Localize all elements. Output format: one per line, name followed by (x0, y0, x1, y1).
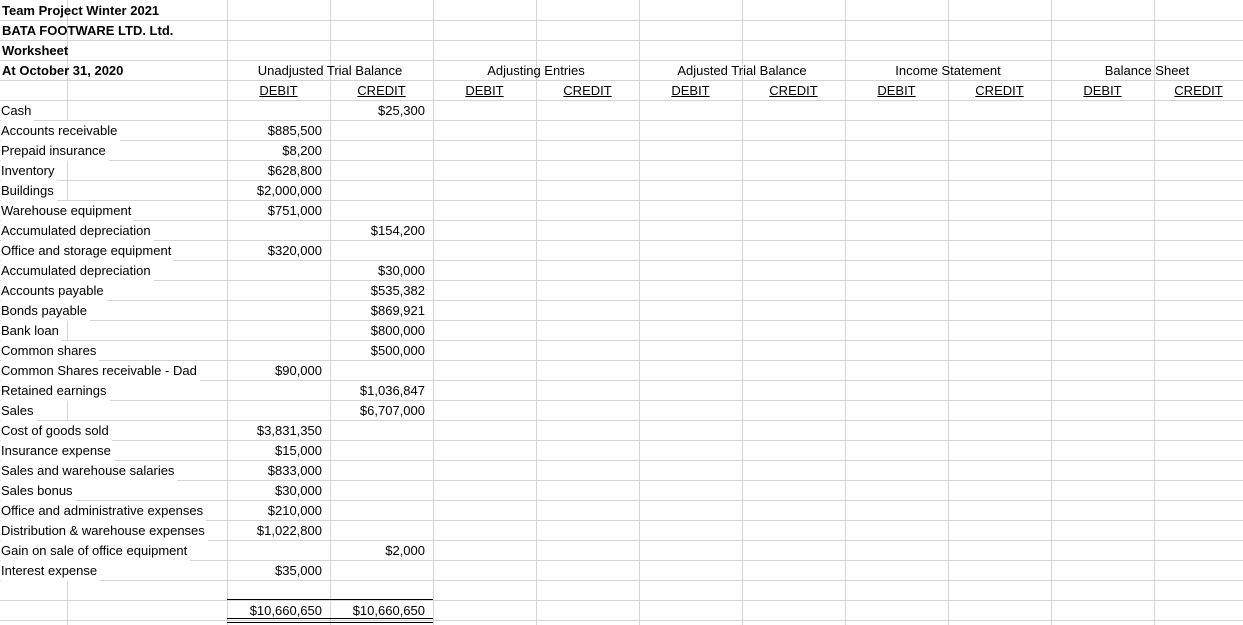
account-name[interactable]: Accumulated depreciation (1, 261, 154, 281)
total-credit-cell[interactable]: $10,660,650 (352, 603, 425, 618)
account-name[interactable]: Warehouse equipment (1, 201, 134, 221)
section-title: Adjusted Trial Balance (677, 63, 807, 78)
unadjusted-debit-cell[interactable]: $320,000 (267, 243, 322, 258)
debit-header: DEBIT (259, 83, 298, 98)
unadjusted-credit-cell[interactable]: $500,000 (370, 343, 425, 358)
account-name[interactable]: Interest expense (1, 561, 100, 581)
unadjusted-debit-cell[interactable]: $833,000 (267, 463, 322, 478)
row-gridline (0, 120, 1243, 121)
row-gridline (0, 220, 1243, 221)
row-gridline (0, 580, 1243, 581)
credit-header: CREDIT (769, 83, 818, 98)
unadjusted-debit-cell[interactable]: $35,000 (275, 563, 322, 578)
account-name[interactable]: Accumulated depreciation (1, 221, 154, 241)
section-title: Unadjusted Trial Balance (257, 63, 403, 78)
account-name[interactable]: Sales and warehouse salaries (1, 461, 177, 481)
account-name[interactable]: Accounts payable (1, 281, 107, 301)
account-name[interactable]: Gain on sale of office equipment (1, 541, 190, 561)
total-double-underline (227, 618, 433, 623)
row-gridline (0, 440, 1243, 441)
header-sheet: Worksheet (2, 43, 69, 58)
account-name[interactable]: Bank loan (1, 321, 62, 341)
total-debit-cell[interactable]: $10,660,650 (249, 603, 322, 618)
unadjusted-debit-cell[interactable]: $3,831,350 (256, 423, 322, 438)
unadjusted-credit-cell[interactable]: $800,000 (370, 323, 425, 338)
section-title: Adjusting Entries (487, 63, 585, 78)
account-name[interactable]: Cost of goods sold (1, 421, 112, 441)
credit-header: CREDIT (563, 83, 612, 98)
unadjusted-credit-cell[interactable]: $25,300 (378, 103, 425, 118)
row-gridline (0, 240, 1243, 241)
account-name[interactable]: Office and administrative expenses (1, 501, 206, 521)
account-name[interactable]: Insurance expense (1, 441, 114, 461)
credit-header: CREDIT (975, 83, 1024, 98)
row-gridline (0, 320, 1243, 321)
unadjusted-credit-cell[interactable]: $869,921 (370, 303, 425, 318)
row-gridline (0, 20, 1243, 21)
unadjusted-credit-cell[interactable]: $154,200 (370, 223, 425, 238)
debit-header: DEBIT (1083, 83, 1122, 98)
unadjusted-debit-cell[interactable]: $30,000 (275, 483, 322, 498)
account-name[interactable]: Distribution & warehouse expenses (1, 521, 208, 541)
row-gridline (0, 420, 1243, 421)
row-gridline (0, 260, 1243, 261)
unadjusted-debit-cell[interactable]: $885,500 (267, 123, 322, 138)
row-gridline (0, 140, 1243, 141)
unadjusted-debit-cell[interactable]: $8,200 (282, 143, 322, 158)
credit-header: CREDIT (357, 83, 406, 98)
unadjusted-credit-cell[interactable]: $2,000 (385, 543, 425, 558)
account-name[interactable]: Common Shares receivable - Dad (1, 361, 200, 381)
unadjusted-debit-cell[interactable]: $90,000 (275, 363, 322, 378)
row-gridline (0, 280, 1243, 281)
account-name[interactable]: Buildings (1, 181, 57, 201)
row-gridline (0, 40, 1243, 41)
account-name[interactable]: Common shares (1, 341, 99, 361)
unadjusted-credit-cell[interactable]: $535,382 (370, 283, 425, 298)
header-company: BATA FOOTWARE LTD. Ltd. (2, 23, 174, 38)
account-name[interactable]: Sales bonus (1, 481, 76, 501)
account-name[interactable]: Sales (1, 401, 37, 421)
account-name[interactable]: Bonds payable (1, 301, 90, 321)
header-date: At October 31, 2020 (2, 63, 124, 78)
account-name[interactable]: Office and storage equipment (1, 241, 174, 261)
account-name[interactable]: Prepaid insurance (1, 141, 109, 161)
row-gridline (0, 340, 1243, 341)
unadjusted-credit-cell[interactable]: $30,000 (378, 263, 425, 278)
row-gridline (0, 400, 1243, 401)
row-gridline (0, 600, 1243, 601)
account-name[interactable]: Accounts receivable (1, 121, 120, 141)
unadjusted-debit-cell[interactable]: $751,000 (267, 203, 322, 218)
row-gridline (0, 180, 1243, 181)
row-gridline (0, 160, 1243, 161)
row-gridline (0, 200, 1243, 201)
row-gridline (0, 460, 1243, 461)
unadjusted-debit-cell[interactable]: $2,000,000 (256, 183, 322, 198)
credit-header: CREDIT (1174, 83, 1223, 98)
unadjusted-debit-cell[interactable]: $1,022,800 (256, 523, 322, 538)
row-gridline (0, 480, 1243, 481)
header-title: Team Project Winter 2021 (2, 3, 160, 18)
unadjusted-credit-cell[interactable]: $1,036,847 (359, 383, 425, 398)
debit-header: DEBIT (877, 83, 916, 98)
unadjusted-credit-cell[interactable]: $6,707,000 (359, 403, 425, 418)
section-title: Income Statement (895, 63, 1001, 78)
total-top-border (227, 599, 433, 600)
unadjusted-debit-cell[interactable]: $628,800 (267, 163, 322, 178)
account-name[interactable]: Inventory (1, 161, 57, 181)
account-name[interactable]: Retained earnings (1, 381, 110, 401)
unadjusted-debit-cell[interactable]: $15,000 (275, 443, 322, 458)
debit-header: DEBIT (465, 83, 504, 98)
row-gridline (0, 620, 1243, 621)
section-title: Balance Sheet (1104, 63, 1190, 78)
account-name[interactable]: Cash (1, 101, 34, 121)
unadjusted-debit-cell[interactable]: $210,000 (267, 503, 322, 518)
row-gridline (0, 300, 1243, 301)
debit-header: DEBIT (671, 83, 710, 98)
